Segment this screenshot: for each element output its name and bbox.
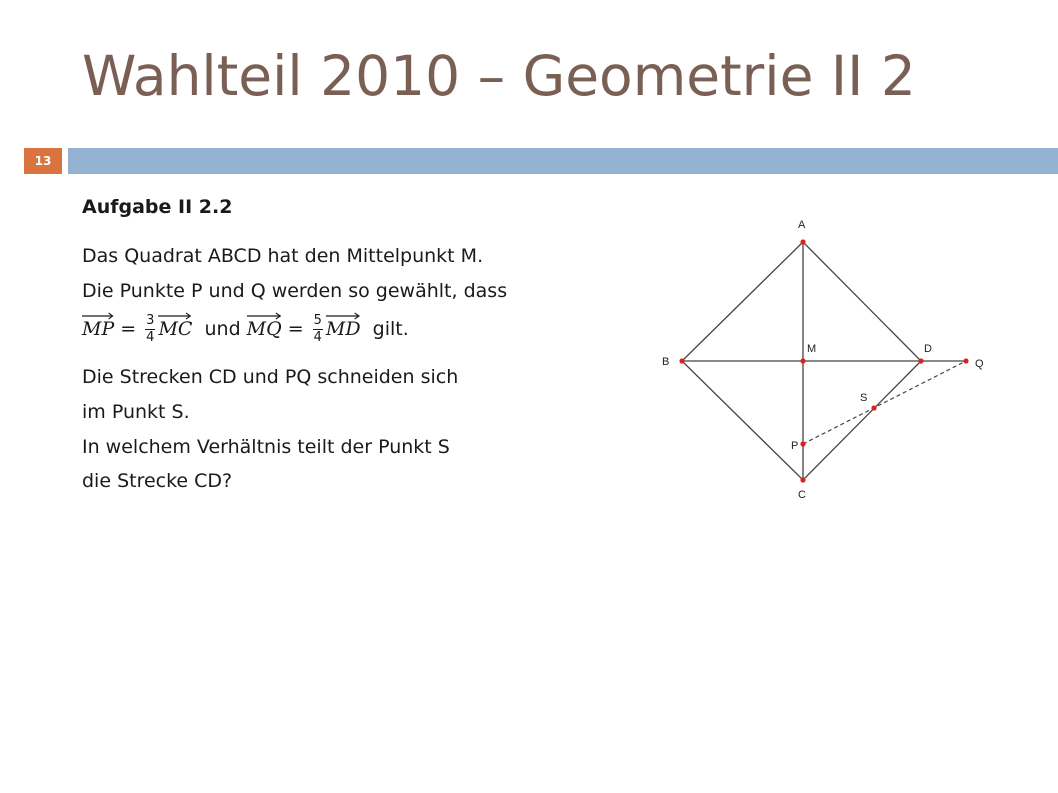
- task-line-4: im Punkt S.: [82, 401, 190, 423]
- slide-number: 13: [24, 148, 62, 174]
- label-a: A: [798, 219, 806, 231]
- slide-title: Wahlteil 2010 – Geometrie II 2: [82, 44, 916, 108]
- label-c: C: [798, 489, 806, 501]
- vector-mc: MC: [158, 312, 192, 340]
- fraction-3-4: $\frac{3}{4}$: [146, 313, 155, 345]
- label-b: B: [662, 356, 670, 368]
- point-b: [679, 358, 684, 363]
- label-m: M: [807, 343, 817, 355]
- square-diagram: [650, 200, 1010, 520]
- vector-mq: MQ: [247, 312, 282, 340]
- formula-suffix: gilt.: [372, 318, 409, 340]
- task-line-6: die Strecke CD?: [82, 470, 233, 492]
- task-line-5: In welchem Verhältnis teilt der Punkt S: [82, 436, 450, 458]
- connector-und: und: [204, 318, 241, 340]
- vector-md: MD: [326, 312, 361, 340]
- equals-sign-1: =: [120, 318, 137, 340]
- task-line-2: Die Punkte P und Q werden so gewählt, dass: [82, 280, 508, 302]
- fraction-5-4: $\frac{5}{4}$: [313, 313, 322, 345]
- label-s: S: [860, 392, 868, 404]
- point-p: [800, 441, 805, 446]
- point-d: [918, 358, 923, 363]
- label-d: D: [924, 343, 932, 355]
- label-q: Q: [975, 358, 984, 370]
- header-band: [68, 148, 1058, 174]
- task-heading: Aufgabe II 2.2: [82, 196, 233, 218]
- point-q: [963, 358, 968, 363]
- point-a: [800, 239, 805, 244]
- label-p: P: [791, 440, 799, 452]
- equals-sign-2: =: [287, 318, 304, 340]
- vector-mp: MP: [82, 312, 114, 340]
- task-line-3: Die Strecken CD und PQ schneiden sich: [82, 366, 459, 388]
- task-line-1: Das Quadrat ABCD hat den Mittelpunkt M.: [82, 245, 484, 267]
- point-s: [871, 405, 876, 410]
- dashed-line-pq: [803, 361, 966, 444]
- point-m: [800, 358, 805, 363]
- vector-equation: [82, 312, 409, 362]
- point-c: [800, 477, 805, 482]
